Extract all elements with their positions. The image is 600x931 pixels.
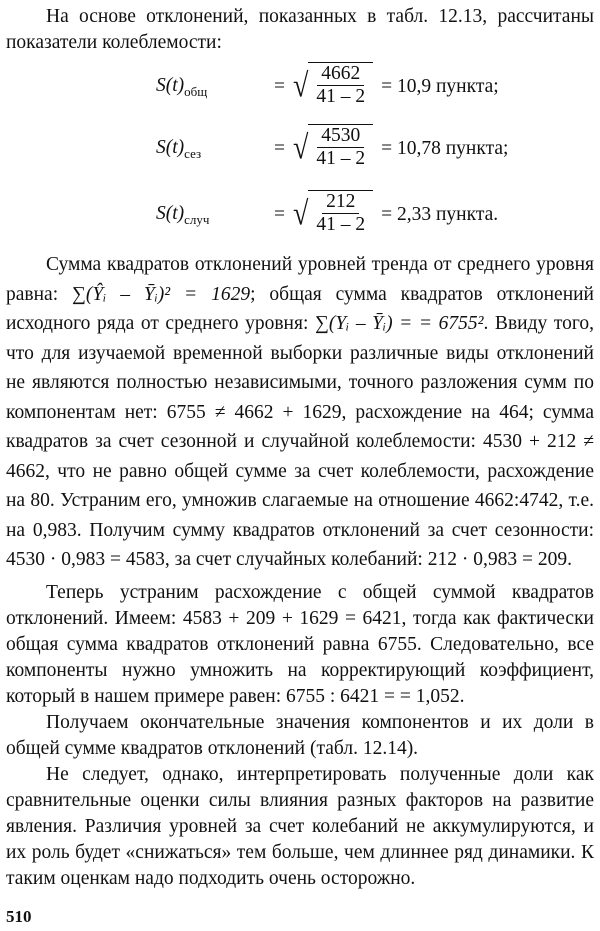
formula-random: $S(t)_{случ}$ = √ $\frac{212}{41 - 2}$ = 2,33 пункта. (156, 190, 498, 240)
paragraph-sum-of-squares: Сумма квадратов отклонений уровней тренда от среднего уровня равна: ∑(Ŷᵢ – Ȳᵢ)² = 1629; общая сумма квадратов отклонений исходного ряда от среднего уровня: ∑(Yᵢ – Ȳᵢ) = = 6755². Ввиду того, что для изучаемой временной выборки различные виды отклонений не являются полностью независимыми, точного разложения сумм по компонентам нет: 6755 ≠ 4662 + 1629, расхождение на 464; сумма квадратов за счет сезонной и случайной колеблемости: 4530 + 212 ≠ 4662, что не равно общей сумме за счет колеблемости, расхождение на 80. Устраним его, умножив слагаемые на отношение 4662:4742, т.е. на 0,983. Получим сумму квадратов отклонений за счет сезонности: 4530 · 0,983 = 4583, за счет случайных колебаний: 212 · 0,983 = 209. (6, 254, 594, 570)
paragraph-interpretation: Не следует, однако, интерпретировать полученные доли как сравнительные оценки силы влияния разных факторов на развитие явления. Различия уровней за счет колебаний не аккумулируются, и их роль будет «снижаться» тем больше, чем длиннее ряд динамики. К таким оценкам надо подходить очень осторожно. (6, 764, 594, 889)
page-number: 510 (6, 907, 32, 926)
sqrt-icon: √ $\frac{212}{41 - 2}$ (293, 190, 373, 240)
formula-total: $S(t)_{общ}$ = √ $\frac{4662}{41 - 2}$ = 10,9 пункта; (156, 62, 499, 112)
sqrt-icon: √ $\frac{4530}{41 - 2}$ (293, 124, 373, 174)
paragraph-correction: Теперь устраним расхождение с общей суммой квадратов отклонений. Имеем: 4583 + 209 + 1629 = 6421, тогда как фактически общая сумма квадратов отклонений равна 6755. Следовательно, все компоненты нужно умножить на корректирующий коэффициент, который в нашем примере равен: 6755 : 6421 = = 1,052. (6, 582, 594, 707)
formula-seasonal: $S(t)_{сез}$ = √ $\frac{4530}{41 - 2}$ = 10,78 пункта; (156, 124, 508, 174)
paragraph-final-values: Получаем окончательные значения компонентов и их доли в общей сумме квадратов отклонений (табл. 12.14). (6, 712, 594, 759)
intro-paragraph: На основе отклонений, показанных в табл. 12.13, рассчитаны показатели колеблемости: (6, 6, 594, 53)
sqrt-icon: √ $\frac{4662}{41 - 2}$ (293, 62, 373, 112)
